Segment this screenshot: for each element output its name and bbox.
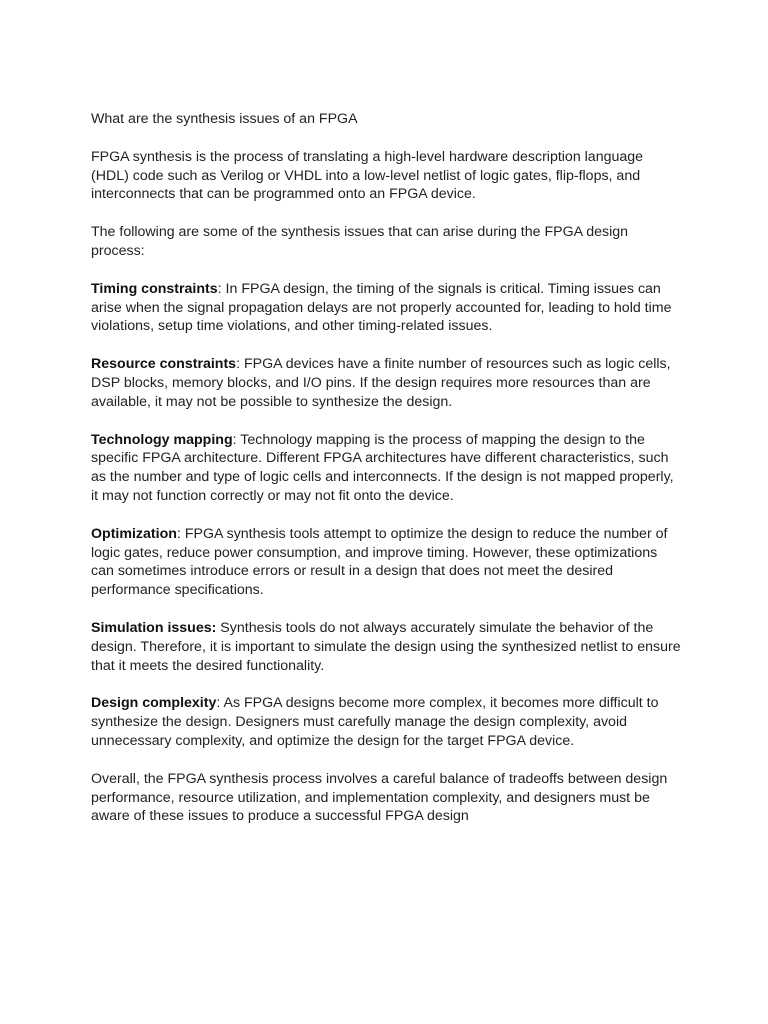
issue-separator: :: [216, 695, 221, 712]
lead-paragraph: The following are some of the synthesis issues that can arise during the FPGA design process:: [91, 224, 629, 259]
issue-text: As FPGA designs become more complex, it becomes more difficult to synthesize the design. Designers must carefully manage the design complexity, avoid unnecessary complexity, and optimize the design for the target FPGA device.: [91, 695, 659, 749]
intro-paragraph: FPGA synthesis is the process of translating a high-level hardware description language (HDL) code such as Verilog or VHDL into a low-level netlist of logic gates, flip-flops, and interconnects that can be programmed onto an FPGA device.: [91, 148, 644, 203]
issue-text: Synthesis tools do not always accurately simulate the behavior of the design. Therefore, it is important to simulate the design using the synthesized netlist to ensure that it meets the desired functionality.: [91, 619, 681, 674]
issue-technology-mapping: [91, 431, 681, 506]
document-title: What are the synthesis issues of an FPGA: [91, 111, 358, 127]
issue-term: Simulation issues:: [91, 619, 217, 636]
issue-term: Optimization: [91, 525, 177, 542]
issue-text: FPGA devices have a finite number of resources such as logic cells, DSP blocks, memory blocks, and I/O pins. If the design requires more resources than are available, it may not be possible to synthesize the design.: [91, 356, 671, 410]
issue-optimization: [91, 525, 681, 600]
issue-separator: :: [217, 280, 222, 297]
issue-term: Timing constraints: [91, 280, 218, 297]
issue-separator: :: [236, 356, 241, 373]
issue-resource-constraints: [91, 355, 681, 411]
issue-text: Technology mapping is the process of mapping the design to the specific FPGA architecture. Different FPGA architectures have different characteristics, such as the number and type of logic cells and interconnects. If the design is not mapped properly, it may not function correctly or may not fit onto the device.: [91, 431, 674, 504]
issue-separator: :: [232, 431, 237, 448]
issue-separator: :: [176, 525, 181, 542]
issue-timing-constraints: [91, 280, 681, 336]
issue-simulation-issues: [91, 619, 681, 675]
issue-term: Design complexity: [91, 695, 217, 712]
document-page: [91, 110, 681, 845]
conclusion-paragraph: Overall, the FPGA synthesis process involves a careful balance of tradeoffs between design performance, resource utilization, and implementation complexity, and designers must be aware of these issues to produce a successful FPGA design: [91, 770, 668, 825]
issue-term: Resource constraints: [91, 356, 237, 373]
issue-design-complexity: [91, 694, 681, 750]
issue-text: In FPGA design, the timing of the signals is critical. Timing issues can arise when the signal propagation delays are not properly accounted for, leading to hold time violations, setup time violations, and other timing-related issues.: [91, 280, 672, 335]
issue-term: Technology mapping: [91, 431, 233, 448]
issue-text: FPGA synthesis tools attempt to optimize the design to reduce the number of logic gates, reduce power consumption, and improve timing. However, these optimizations can sometimes introduce errors or result in a design that does not meet the desired performance specifications.: [91, 525, 668, 599]
